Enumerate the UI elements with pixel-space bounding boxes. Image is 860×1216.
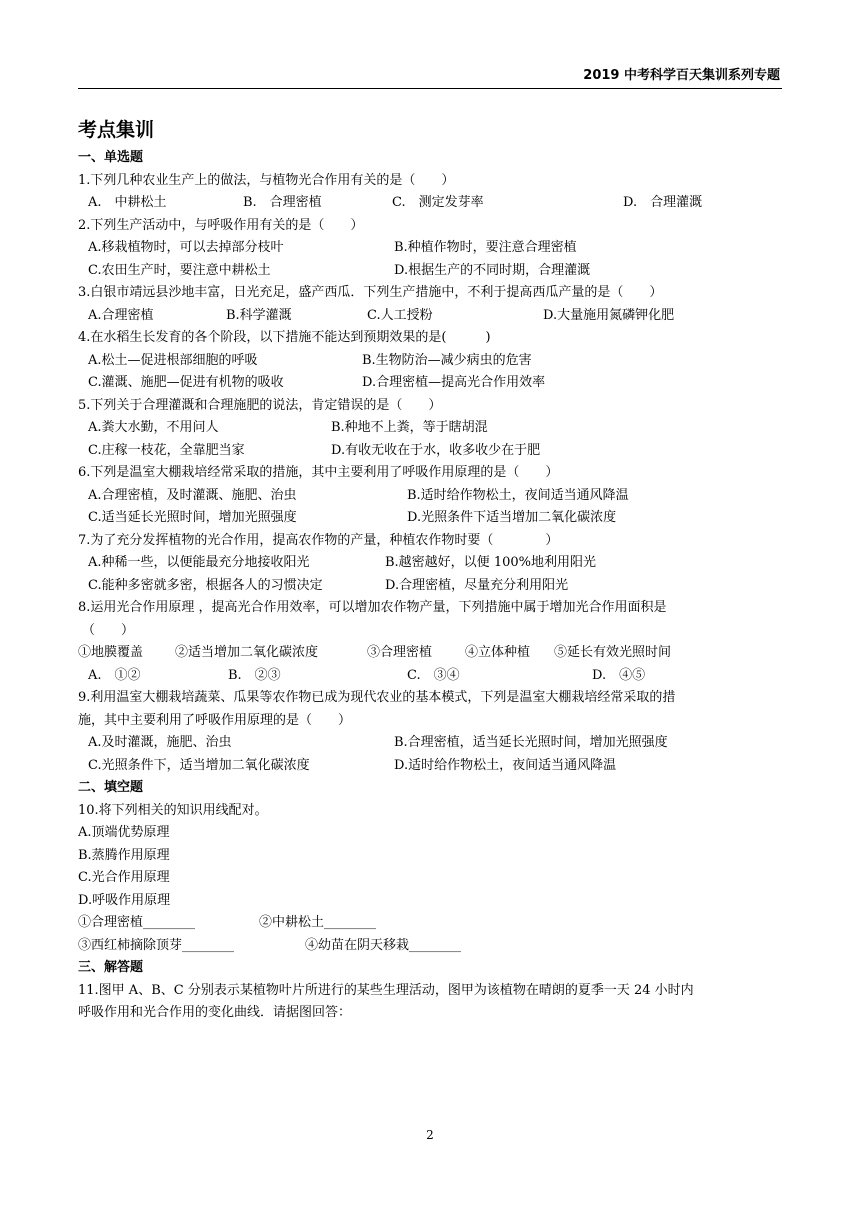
- option-d: D. ④⑤: [592, 667, 646, 683]
- question-8-paren: [78, 620, 784, 643]
- option-d: D.有收无收在于水，收多收少在于肥: [331, 442, 541, 458]
- question-10-stem: 10.将下列相关的知识用线配对。: [78, 802, 268, 818]
- option-b: B. ②③: [228, 667, 281, 683]
- answer-blank: （ ）: [82, 622, 135, 638]
- option-d: D.光照条件下适当增加二氧化碳浓度: [407, 510, 617, 525]
- option-a: A.合理密植，及时灌溉、施肥、治虫: [88, 487, 297, 503]
- question-7-options-row2: [78, 575, 784, 598]
- principle-d: D.呼吸作用原理: [78, 892, 171, 908]
- item-2: ②适当增加二氧化碳浓度: [175, 645, 319, 660]
- question-6-options-row2: [78, 507, 784, 530]
- option-b: B.适时给作物松土，夜间适当通风降温: [407, 487, 629, 503]
- option-d: D.适时给作物松土，夜间适当通风降温: [394, 757, 617, 773]
- option-c: C.光照条件下，适当增加二氧化碳浓度: [88, 757, 310, 773]
- question-10-blanks-row2: [78, 935, 784, 958]
- blank-3: ③西红柿摘除顶芽________: [78, 937, 235, 953]
- option-d: D.根据生产的不同时期，合理灌溉: [394, 262, 591, 278]
- page-number: 2: [426, 1128, 434, 1142]
- principle-a: A.顶端优势原理: [78, 825, 170, 840]
- question-1-options: [78, 192, 784, 215]
- document-body: [78, 147, 784, 1025]
- question-2-stem: 2.下列生产活动中，与呼吸作用有关的是（ ）: [78, 217, 364, 233]
- question-6-options-row1: [78, 485, 784, 508]
- option-b: B.合理密植，适当延长光照时间，增加光照强度: [394, 735, 668, 750]
- question-8-options: [78, 665, 784, 688]
- option-c: C. ③④: [407, 667, 460, 683]
- part3-heading: 三、解答题: [78, 960, 144, 975]
- option-a: A. ①②: [88, 667, 141, 683]
- option-b: B.生物防治—减少病虫的危害: [362, 352, 532, 368]
- question-8-items: [78, 642, 784, 665]
- question-5-stem: 5.下列关于合理灌溉和合理施肥的说法，肯定错误的是（ ）: [78, 397, 442, 413]
- option-b: B.种地不上粪，等于瞎胡混: [331, 420, 488, 435]
- question-2-options-row1: [78, 237, 784, 260]
- option-c: C.能种多密就多密，根据各人的习惯决定: [88, 577, 323, 593]
- option-b: B.种植作物时，要注意合理密植: [394, 240, 577, 255]
- question-1-stem: 1.下列几种农业生产上的做法，与植物光合作用有关的是（ ）: [78, 172, 455, 188]
- question-4-stem: 4.在水稻生长发育的各个阶段，以下措施不能达到预期效果的是( ): [78, 330, 491, 345]
- option-c: C.灌溉、施肥—促进有机物的吸收: [88, 375, 284, 390]
- option-a: A. 中耕松土: [88, 195, 167, 210]
- blank-2: ②中耕松土________: [259, 915, 377, 930]
- section-title: 考点集训: [78, 119, 155, 141]
- option-c: C.人工授粉: [367, 307, 433, 323]
- question-4-options-row1: [78, 350, 784, 373]
- question-2-options-row2: [78, 260, 784, 283]
- question-7-stem: 7.为了充分发挥植物的光合作用，提高农作物的产量，种植农作物时要（ ）: [78, 532, 559, 548]
- header-rule: [78, 88, 782, 89]
- question-5-options-row2: [78, 440, 784, 463]
- option-a: A.粪大水勤，不用问人: [88, 420, 219, 435]
- question-11-stem-line2: 呼吸作用和光合作用的变化曲线．请据图回答：: [78, 1005, 352, 1020]
- question-9-options-row2: [78, 755, 784, 778]
- item-3: ③合理密植: [367, 645, 433, 660]
- blank-4: ④幼苗在阴天移栽________: [305, 937, 462, 953]
- item-4: ④立体种植: [465, 645, 531, 660]
- question-5-options-row1: [78, 417, 784, 440]
- option-d: D.合理密植—提高光合作用效率: [362, 375, 546, 390]
- option-a: A.松土—促进根部细胞的呼吸: [88, 352, 258, 368]
- question-4-options-row2: [78, 372, 784, 395]
- option-d: D.合理密植，尽量充分利用阳光: [385, 577, 569, 593]
- option-b: B.科学灌溉: [226, 307, 292, 323]
- option-a: A.及时灌溉，施肥、治虫: [88, 735, 232, 750]
- question-9-options-row1: [78, 732, 784, 755]
- option-a: A.合理密植: [88, 307, 154, 323]
- running-head: 2019 中考科学百天集训系列专题: [583, 68, 780, 83]
- question-3-stem: 3.白银市靖远县沙地丰富，日光充足，盛产西瓜．下列生产措施中，不利于提高西瓜产量的是（ ）: [78, 285, 663, 300]
- option-d: D.大量施用氮磷钾化肥: [543, 307, 675, 323]
- part2-heading: 二、填空题: [78, 780, 144, 795]
- question-10-blanks-row1: [78, 912, 784, 935]
- option-d: D. 合理灌溉: [623, 195, 703, 210]
- option-c: C. 测定发芽率: [392, 195, 484, 210]
- part1-heading: 一、单选题: [78, 150, 144, 165]
- option-a: A.移栽植物时，可以去掉部分枝叶: [88, 240, 284, 255]
- question-9-stem-line1: 9.利用温室大棚栽培蔬菜、瓜果等农作物已成为现代农业的基本模式，下列是温室大棚栽培经常采取的措: [78, 690, 676, 705]
- principle-c: C.光合作用原理: [78, 870, 170, 885]
- item-5: ⑤延长有效光照时间: [554, 645, 672, 660]
- question-8-stem: 8.运用光合作用原理 ，提高光合作用效率，可以增加农作物产量，下列措施中属于增加光合作用面积是: [78, 600, 667, 615]
- blank-1: ①合理密植________: [78, 915, 196, 930]
- option-b: B. 合理密植: [243, 195, 322, 210]
- question-6-stem: 6.下列是温室大棚栽培经常采取的措施，其中主要利用了呼吸作用原理的是（ ）: [78, 465, 559, 480]
- question-9-stem-line2: 施，其中主要利用了呼吸作用原理的是（ ）: [78, 712, 352, 728]
- option-a: A.种稀一些，以便能最充分地接收阳光: [88, 555, 310, 570]
- question-7-options-row1: [78, 552, 784, 575]
- question-3-options: [78, 305, 784, 328]
- option-c: C.农田生产时，要注意中耕松土: [88, 262, 271, 278]
- option-c: C.庄稼一枝花，全靠肥当家: [88, 442, 245, 458]
- option-b: B.越密越好，以便 100%地利用阳光: [385, 555, 596, 570]
- option-c: C.适当延长光照时间，增加光照强度: [88, 510, 297, 525]
- principle-b: B.蒸腾作用原理: [78, 847, 170, 863]
- question-11-stem-line1: 11.图甲 A、B、C 分别表示某植物叶片所进行的某些生理活动，图甲为该植物在晴朗的夏季一天 24 小时内: [78, 982, 694, 998]
- item-1: ①地膜覆盖: [78, 645, 144, 660]
